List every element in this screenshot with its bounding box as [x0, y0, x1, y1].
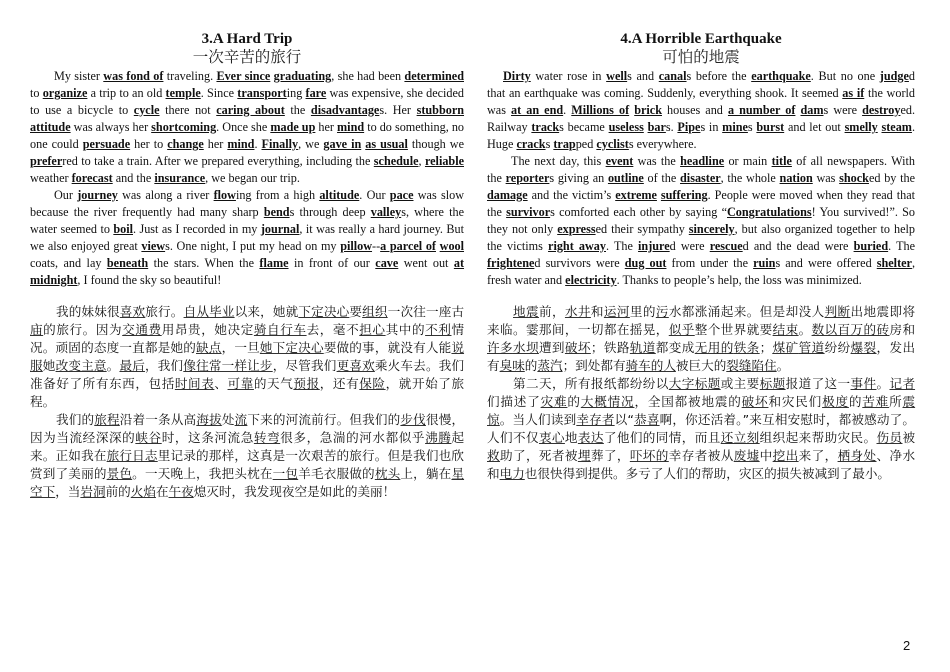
translated-term: 火焰: [130, 484, 156, 499]
vocab-term: ruin: [753, 256, 776, 270]
vocab-term: determined: [404, 69, 464, 83]
translated-term: 恭喜: [633, 412, 660, 427]
translated-term: 担心: [359, 322, 386, 337]
translated-term: 表达: [577, 430, 604, 445]
translated-term: 埋: [577, 448, 591, 463]
vocab-term: made up: [270, 120, 316, 134]
translated-term: 最后: [119, 358, 145, 373]
chinese-translation: [487, 303, 915, 483]
vocab-term: survivor: [506, 205, 551, 219]
translated-term: 水井: [564, 304, 591, 319]
vocab-term: shock: [839, 171, 869, 185]
translated-term: 砖: [876, 322, 890, 337]
translated-term: 伤员: [876, 430, 903, 445]
vocab-term: electricity: [565, 273, 617, 287]
vocab-term: pillow: [340, 239, 373, 253]
chinese-paragraph: 第二天，所有报纸都纷纷以大字标题或主要标题报道了这一事件。记者们描述了灾难的大概情况，全国都被地震的破坏和灾民们极度的苦难所震惊。当人们读到幸存者以“恭喜啊，你还活着。”来互相安慰时，都被感动了。人们不仅衷心地表达了他们的同情，而且还立刻组织起来帮助灾民。伤员被救助了，死者被埋葬了，吓坏的幸存者被从废墟中挖出来了，栖身处、净水和电力也很快得到提供。多亏了人们的帮助，灾区的损失被减到了最小。: [487, 376, 916, 481]
translated-term: 水坝: [512, 340, 539, 355]
vocab-term: frightene: [487, 256, 535, 270]
vocab-term: stubborn: [416, 103, 465, 117]
translated-term: 无用的: [694, 340, 734, 355]
english-paragraph: My sister was fond of traveling. Ever since graduating, she had been determined to organize a trip to an old temple. Since transporting fare was expensive, she decided to use a bicycle to cycle there not caring about the disadvantages. Her stubborn attitude was always her shortcoming. Once she made up her mind to do something, no one could persuade her to change her mind. Finally, we gave in as usual though we preferred to take a train. After we prepared everything, including the schedule, reliable weather forecast and the insurance, we began our trip.: [30, 69, 465, 185]
article-title-zh: 可怕的地震: [662, 48, 740, 66]
vocab-term: suffering: [660, 188, 708, 202]
vocab-term: as usual: [365, 137, 408, 151]
translated-term: 裂缝: [726, 358, 752, 373]
translated-term: 保险: [359, 376, 386, 391]
vocab-term: fare: [305, 86, 327, 100]
translated-term: 星空下: [30, 466, 465, 499]
vocab-term: express: [557, 222, 596, 236]
vocab-term: Finally: [261, 137, 299, 151]
vocab-term: flow: [213, 188, 236, 202]
vocab-term: dug out: [624, 256, 667, 270]
translated-term: 她下定决心: [259, 340, 324, 355]
vocab-term: boil: [113, 222, 133, 236]
vocab-term: disaster: [680, 171, 721, 185]
translated-term: 可靠: [227, 376, 254, 391]
vocab-term: prefer: [30, 154, 63, 168]
translated-term: 枕头: [374, 466, 401, 481]
english-paragraph: Dirty water rose in wells and canals before the earthquake. But no one judged that an earthquake was coming. Suddenly, everything shook. It seemed as if the world was at an end. Millions of brick houses and a number of dams were destroyed. Railway tracks became useless bars. Pipes in mines burst and let out smelly steam. Huge cracks trapped cyclists everywhere.: [487, 69, 916, 151]
translated-term: 改变主意: [55, 358, 107, 373]
translated-term: 电力: [499, 466, 525, 481]
vocab-term: as if: [842, 86, 865, 100]
vocab-term: disadvantage: [310, 103, 380, 117]
translated-term: 灾难: [540, 394, 568, 409]
translated-term: 吓坏的: [629, 448, 669, 463]
vocab-term: extreme: [615, 188, 657, 202]
translated-term: 大字标题: [668, 376, 721, 391]
vocab-term: bend: [263, 205, 290, 219]
vocab-term: track: [531, 120, 560, 134]
vocab-term: a parcel of: [380, 239, 436, 253]
translated-term: 记者: [889, 376, 916, 391]
vocab-term: cave: [375, 256, 399, 270]
vocab-term: was fond of: [103, 69, 164, 83]
translated-term: 转弯: [253, 430, 281, 445]
chinese-translation: [30, 303, 464, 501]
vocab-term: bar: [647, 120, 666, 134]
vocab-term: schedule: [373, 154, 419, 168]
vocab-term: dam: [800, 103, 824, 117]
vocab-term: mind: [337, 120, 365, 134]
english-text: [30, 68, 464, 289]
vocab-term: outline: [607, 171, 644, 185]
vocab-term: caring about: [216, 103, 285, 117]
vocab-term: nation: [779, 171, 813, 185]
translated-term: 挖出: [772, 448, 799, 463]
vocab-term: event: [605, 154, 634, 168]
translated-term: 判断: [824, 304, 851, 319]
vocab-term: gave in: [323, 137, 362, 151]
translated-term: 预报: [293, 376, 320, 391]
vocab-term: well: [606, 69, 628, 83]
vocab-term: at midnight: [30, 256, 465, 287]
vocab-term: Millions of: [571, 103, 630, 117]
vocab-term: title: [771, 154, 792, 168]
translated-term: 爆裂: [850, 340, 877, 355]
vocab-term: shortcoming: [151, 120, 217, 134]
translated-term: 骑车的人: [625, 358, 676, 373]
chinese-paragraph: 我们的旅程沿着一条从高海拔处流下来的河流前行。但我们的步伐很慢，因为当流经深深的峡谷时，这条河流急转弯很多，急湍的河水都似乎沸腾起来。正如我在旅行日志里记录的那样，这真是一次艰苦的旅行。但是我们也欣赏到了美丽的景色。一天晚上，我把头枕在一包羊毛衣服做的枕头上，躺在星空下，当岩洞前的火焰在午夜熄灭时，我发现夜空是如此的美丽！: [30, 412, 465, 499]
translated-term: 更喜欢: [336, 358, 375, 373]
english-text: [487, 68, 915, 289]
vocab-term: persuade: [82, 137, 131, 151]
vocab-term: graduating: [273, 69, 332, 83]
vocab-term: injure: [638, 239, 670, 253]
vocab-term: buried: [853, 239, 889, 253]
vocab-term: change: [167, 137, 204, 151]
vocab-term: headline: [680, 154, 725, 168]
translated-term: 时间表: [174, 376, 215, 391]
vocab-term: insurance: [154, 171, 206, 185]
translated-term: 海拔: [196, 412, 222, 427]
translated-term: 沸腾: [425, 430, 452, 445]
vocab-term: trap: [553, 137, 576, 151]
translated-term: 地震: [513, 304, 539, 319]
vocab-term: journal: [260, 222, 300, 236]
vocab-term: right away: [548, 239, 606, 253]
vocab-term: mind: [227, 137, 255, 151]
translated-term: 喜欢: [119, 304, 146, 319]
translated-term: 毕业: [209, 304, 235, 319]
vocab-term: forecast: [71, 171, 113, 185]
translated-term: 像往常一样: [183, 358, 248, 373]
translated-term: 骑自行车: [253, 322, 307, 337]
translated-term: 破坏: [564, 340, 591, 355]
english-paragraph: Our journey was along a river flowing from a high altitude. Our pace was slow because the river frequently had many sharp bends through deep valleys, where the water seemed to boil. Just as I recorded in my journal, it was really a hard journey. But we also enjoyed great views. One night, I put my head on my pillow--a parcel of wool coats, and lay beneath the stars. When the flame in front of our cave went out at midnight, I found the sky so beautiful!: [30, 188, 465, 287]
vocab-term: beneath: [106, 256, 149, 270]
translated-term: 苦难: [862, 394, 890, 409]
translated-term: 轨道: [629, 340, 656, 355]
vocab-term: sincerely: [688, 222, 735, 236]
vocab-term: Congratulations: [727, 205, 812, 219]
translated-term: 管道: [798, 340, 825, 355]
chinese-paragraph: 我的妹妹很喜欢旅行。自从毕业以来，她就下定决心要组织一次往一座古庙的旅行。因为交通费用昂贵，她决定骑自行车去，毫不担心其中的不利情况。顽固的态度一直都是她的缺点，一旦她下定决心要做的事，就没有人能说服她改变主意。最后，我们像往常一样让步，尽管我们更喜欢乘火车去。我们准备好了所有东西，包括时间表、可靠的天气预报，还有保险，就开始了旅程。: [30, 304, 465, 409]
vocab-term: cycle: [133, 103, 160, 117]
translated-term: 结束: [772, 322, 799, 337]
translated-term: 下定决心: [298, 304, 350, 319]
article-hard-trip: [30, 30, 464, 501]
translated-term: 事件: [850, 376, 877, 391]
vocab-term: valley: [370, 205, 402, 219]
vocab-term: Pipe: [677, 120, 701, 134]
translated-term: 一包: [272, 466, 299, 481]
vocab-term: mine: [722, 120, 748, 134]
vocab-term: crack: [516, 137, 546, 151]
vocab-term: destroy: [862, 103, 901, 117]
vocab-term: useless: [608, 120, 644, 134]
vocab-term: organize: [42, 86, 88, 100]
translated-term: 旅程: [94, 412, 120, 427]
translated-term: 景色: [106, 466, 133, 481]
translated-term: 午夜: [168, 484, 194, 499]
vocab-term: reliable: [424, 154, 464, 168]
translated-term: 幸存者: [576, 412, 615, 427]
translated-term: 流: [234, 412, 248, 427]
translated-term: 自从: [183, 304, 210, 319]
translated-term: 标题: [759, 376, 786, 391]
translated-term: 旅行日志: [106, 448, 158, 463]
vocab-term: attitude: [30, 120, 71, 134]
translated-term: 还立刻: [720, 430, 760, 445]
vocab-term: view: [141, 239, 166, 253]
translated-term: 让步: [247, 358, 273, 373]
vocab-term: reporter: [505, 171, 550, 185]
vocab-term: burst: [756, 120, 785, 134]
chinese-paragraph: 地震前，水井和运河里的污水都涨涌起来。但是却没人判断出地震即将来临。霎那间，一切都在摇晃，似乎整个世界就要结束。数以百万的砖房和许多水坝遭到破坏；铁路轨道都变成无用的铁条；煤矿管道纷纷爆裂，发出有臭味的蒸汽；到处都有骑车的人被巨大的裂缝陷住。: [487, 304, 916, 373]
translated-term: 峡谷: [135, 430, 162, 445]
translated-term: 震惊: [487, 394, 916, 427]
translated-term: 庙: [30, 322, 44, 337]
translated-term: 铁条: [733, 340, 760, 355]
vocab-term: earthquake: [751, 69, 811, 83]
translated-term: 蒸汽: [537, 358, 563, 373]
vocab-term: shelter: [876, 256, 912, 270]
translated-term: 救: [487, 448, 500, 463]
vocab-term: rescue: [709, 239, 743, 253]
vocab-term: at an end: [511, 103, 564, 117]
translated-term: 大概情况: [580, 394, 635, 409]
translated-term: 缺点: [196, 340, 222, 355]
article-title-en: 4.A Horrible Earthquake: [620, 31, 782, 47]
vocab-term: Dirty: [503, 69, 531, 83]
translated-term: 栖身处: [837, 448, 877, 463]
translated-term: 废墟: [733, 448, 760, 463]
vocab-term: canal: [658, 69, 687, 83]
vocab-term: Ever since: [216, 69, 271, 83]
translated-term: 数以百万的: [811, 322, 877, 337]
translated-term: 运河: [603, 304, 630, 319]
article-title-zh: 一次辛苦的旅行: [192, 48, 302, 66]
page-number: 2: [903, 638, 911, 653]
vocab-term: temple: [165, 86, 201, 100]
vocab-term: cyclist: [596, 137, 629, 151]
translated-term: 许多: [487, 340, 513, 355]
translated-term: 说服: [30, 340, 465, 373]
vocab-term: damage: [487, 188, 528, 202]
vocab-term: transport: [237, 86, 287, 100]
vocab-term: altitude: [319, 188, 360, 202]
translated-term: 似乎: [668, 322, 695, 337]
vocab-term: smelly: [844, 120, 878, 134]
article-horrible-earthquake: [487, 30, 915, 483]
article-title-en: 3.A Hard Trip: [201, 31, 293, 47]
vocab-term: flame: [259, 256, 289, 270]
vocab-term: judge: [879, 69, 909, 83]
translated-term: 步伐: [400, 412, 426, 427]
translated-term: 煤矿: [772, 340, 799, 355]
english-paragraph: The next day, this event was the headline or main title of all newspapers. With the reporters giving an outline of the disaster, the whole nation was shocked by the damage and the victim’s extreme suffering. People were moved when they read that the survivors comforted each other by saying “Congratulations! You survived!”. So they not only expressed their sympathy sincerely, but also organized together to help the victims right away. The injured were rescued and the dead were buried. The frightened survivors were dug out from under the ruins and were offered shelter, fresh water and electricity. Thanks to people’s help, the loss was minimized.: [487, 154, 916, 287]
translated-term: 极度: [822, 394, 849, 409]
vocab-term: journey: [77, 188, 118, 202]
translated-term: 陷住: [751, 358, 777, 373]
translated-term: 衷心: [538, 430, 565, 445]
translated-term: 组织: [362, 304, 388, 319]
translated-term: 破坏: [741, 394, 769, 409]
translated-term: 不利: [425, 322, 452, 337]
translated-term: 臭味: [499, 358, 525, 373]
vocab-term: steam: [881, 120, 912, 134]
vocab-term: a number of: [727, 103, 796, 117]
translated-term: 污: [655, 304, 669, 319]
vocab-term: pace: [389, 188, 414, 202]
vocab-term: brick: [634, 103, 662, 117]
translated-term: 岩洞: [80, 484, 106, 499]
vocab-term: wool: [439, 239, 465, 253]
translated-term: 交通费: [122, 322, 162, 337]
